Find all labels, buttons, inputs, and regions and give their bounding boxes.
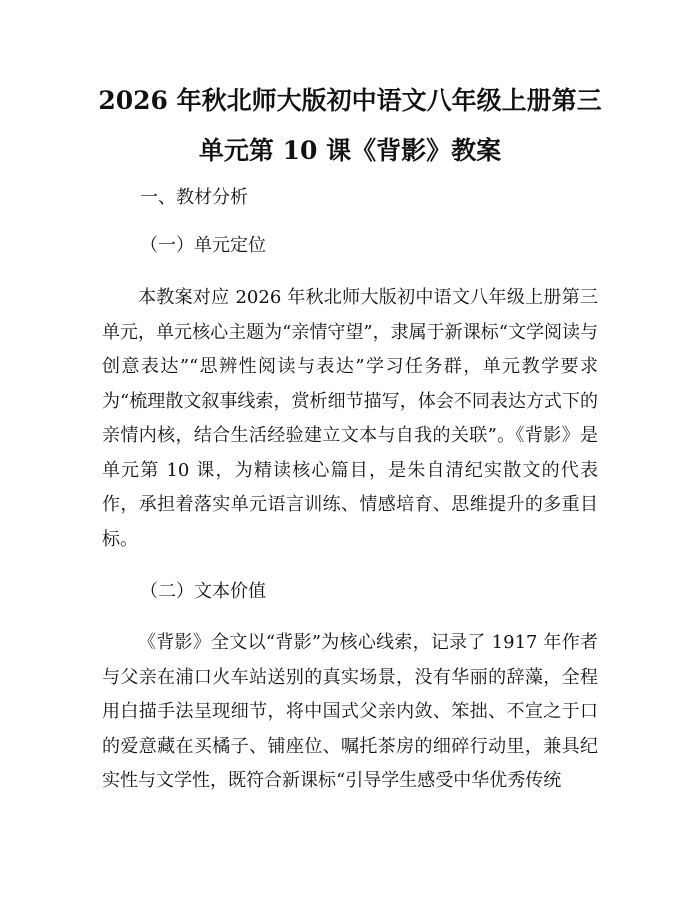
subheading-unit-positioning: （一）单元定位 bbox=[140, 235, 266, 256]
section-heading-textbook-analysis: 一、教材分析 bbox=[140, 187, 248, 208]
document-title-line-2: 单元第 10 课《背影》教案 bbox=[198, 136, 502, 165]
paragraph-unit-positioning: 本教案对应 2026 年秋北师大版初中语文八年级上册第三单元，单元核心主题为“亲情守望”，隶属于新课标“文学阅读与创意表达”“思辨性阅读与表达”学习任务群，单元教学要求为“梳理散文叙事线索，赏析细节描写，体会不同表达方式下的亲情内核，结合生活经验建立文本与自我的关联”。《背影》是单元第 10 课，为精读核心篇目，是朱自清纪实散文的代表作，承担着落实单元语言训练、情感培育、思维提升的多重目标。 bbox=[102, 287, 598, 550]
subheading-text-value: （二）文本价值 bbox=[140, 581, 266, 602]
paragraph-text-value: 《背影》全文以“背影”为核心线索，记录了 1917 年作者与父亲在浦口火车站送别的真实场景，没有华丽的辞藻，全程用白描手法呈现细节，将中国式父亲内敛、笨拙、不宣之于口的爱意藏在买橘子、铺座位、嘱托茶房的细碎行动里，兼具纪实性与文学性，既符合新课标“引导学生感受中华优秀传统 bbox=[102, 632, 598, 791]
document-title-line-1: 2026 年秋北师大版初中语文八年级上册第三 bbox=[98, 86, 602, 115]
